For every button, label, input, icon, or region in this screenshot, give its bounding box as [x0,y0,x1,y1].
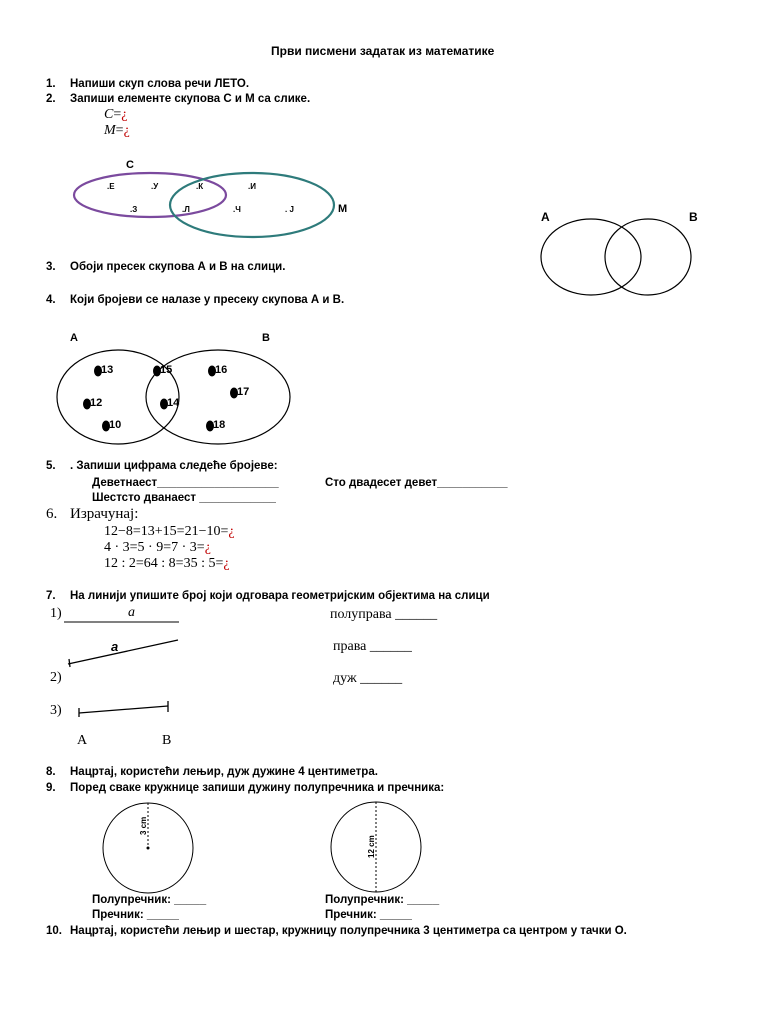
q7-fig-1-number: 1) [50,606,62,621]
set-a-label: A [541,210,550,224]
number-17 [230,386,249,399]
q9-diameter-1: Пречник: _____ [92,909,179,921]
set-a-label: A [70,332,78,344]
line-a [68,640,178,664]
q2-venn-diagram [74,159,347,237]
point-a-label: A [77,733,88,748]
q8-number: 8. [46,766,56,778]
q6-row-3-expr: 12 : 2=64 : 8=35 : 5= [104,556,224,571]
set-m-equals: = [115,123,124,138]
svg-text:18: 18 [213,419,226,431]
q8-text: Нацртај, користећи лењир, дуж дужине 4 центиметра. [70,766,378,778]
set-element: .Е [107,182,115,191]
svg-text:12: 12 [90,397,103,409]
radius-label: 3 cm [139,816,148,835]
q7-option-ray: полуправа ______ [330,607,438,622]
q6-row-3 [104,556,230,572]
q4-number: 4. [46,294,56,306]
set-b-circle [605,219,691,295]
q2-number: 2. [46,93,56,105]
svg-text:17: 17 [237,386,250,398]
diameter-label: 12 cm [367,835,376,858]
q4-venn-diagram [57,332,290,444]
number-16 [208,364,227,377]
q9-radius-1: Полупречник: _____ [92,894,207,906]
q7-text: На линији упишите број који одговара геометријским објектима на слици [70,590,490,602]
q9-diameter-2: Пречник: _____ [325,909,412,921]
q2-text: Запиши елементе скупова С и М са слике. [70,93,311,105]
q6-text: Израчунај: [70,506,139,522]
q9-circles [103,802,421,893]
q5-item-1: Деветнаест___________________ [92,477,279,489]
q3-venn-diagram [541,210,698,295]
line-a-tick [69,659,70,667]
q1-text: Напиши скуп слова речи ЛЕТО. [70,78,250,90]
set-c-label: С [126,159,134,171]
number-18 [206,419,225,432]
set-a-circle [541,219,641,295]
number-12 [83,397,102,410]
set-m-blank: ¿ [123,123,130,138]
q3-number: 3. [46,261,56,273]
q10-number: 10. [46,925,62,937]
q7-option-segment: дуж ______ [333,671,403,686]
set-c-name: C [104,107,114,122]
q6-row-2-blank: ¿ [204,540,211,555]
q1-number: 1. [46,78,56,90]
q7-number: 7. [46,590,56,602]
set-element: .Ч [233,205,241,214]
set-element: .Л [182,205,190,214]
set-c-equals: = [113,107,122,122]
set-m-name: M [104,123,116,138]
number-14 [160,397,180,410]
svg-text:14: 14 [167,397,180,409]
q5-item-2: Сто двадесет девет___________ [325,477,508,489]
q7-figures [64,622,179,717]
q5-number: 5. [46,460,56,472]
set-b-label: B [262,332,270,344]
q7-fig-2-number: 2) [50,670,62,685]
q7-fig-3-number: 3) [50,703,62,718]
q9-number: 9. [46,782,56,794]
svg-text:10: 10 [109,419,122,431]
set-b-label: B [689,210,698,224]
q6-row-2-expr: 4 · 3=5 · 9=7 · 3= [104,540,205,555]
svg-text:13: 13 [101,364,114,376]
q7-fig-1-label: a [128,605,135,620]
set-m-label: М [338,203,348,215]
svg-text:16: 16 [215,364,228,376]
q5-text: . Запиши цифрама следеће бројеве: [70,460,278,472]
q6-row-1-blank: ¿ [228,524,235,539]
q6-row-1-expr: 12−8=13+15=21−10= [104,524,229,539]
set-element: .К [196,182,204,191]
q9-text: Поред сваке кружнице запиши дужину полупречника и пречника: [70,782,445,794]
set-element: .З [130,205,138,214]
set-element: .У [151,182,159,191]
q6-number: 6. [46,506,58,522]
q6-row-1 [104,524,235,540]
q5-item-3: Шестсто дванаест ____________ [92,492,276,504]
segment-ab [79,706,168,713]
set-c-blank: ¿ [121,107,128,122]
q7-option-line: права ______ [333,639,412,654]
q9-radius-2: Полупречник: _____ [325,894,440,906]
number-15 [153,364,172,377]
center-point [147,847,150,850]
q6-row-2 [104,540,211,556]
set-element: . Ј [285,205,294,214]
q6-row-3-blank: ¿ [223,556,230,571]
svg-text:15: 15 [160,364,173,376]
q3-text: Обоји пресек скупова А и В на слици. [70,261,286,273]
number-10 [102,419,121,432]
page-title: Први писмени задатак из математике [271,44,495,58]
q10-text: Нацртај, користећи лењир и шестар, кружницу полупречника 3 центиметра са центром у тачки О. [70,925,627,937]
line-a-label: a [111,639,119,654]
set-element: .И [248,182,256,191]
number-13 [94,364,113,377]
point-b-label: B [162,733,172,748]
q4-text: Који бројеви се налазе у пресеку скупова А и В. [70,294,345,306]
